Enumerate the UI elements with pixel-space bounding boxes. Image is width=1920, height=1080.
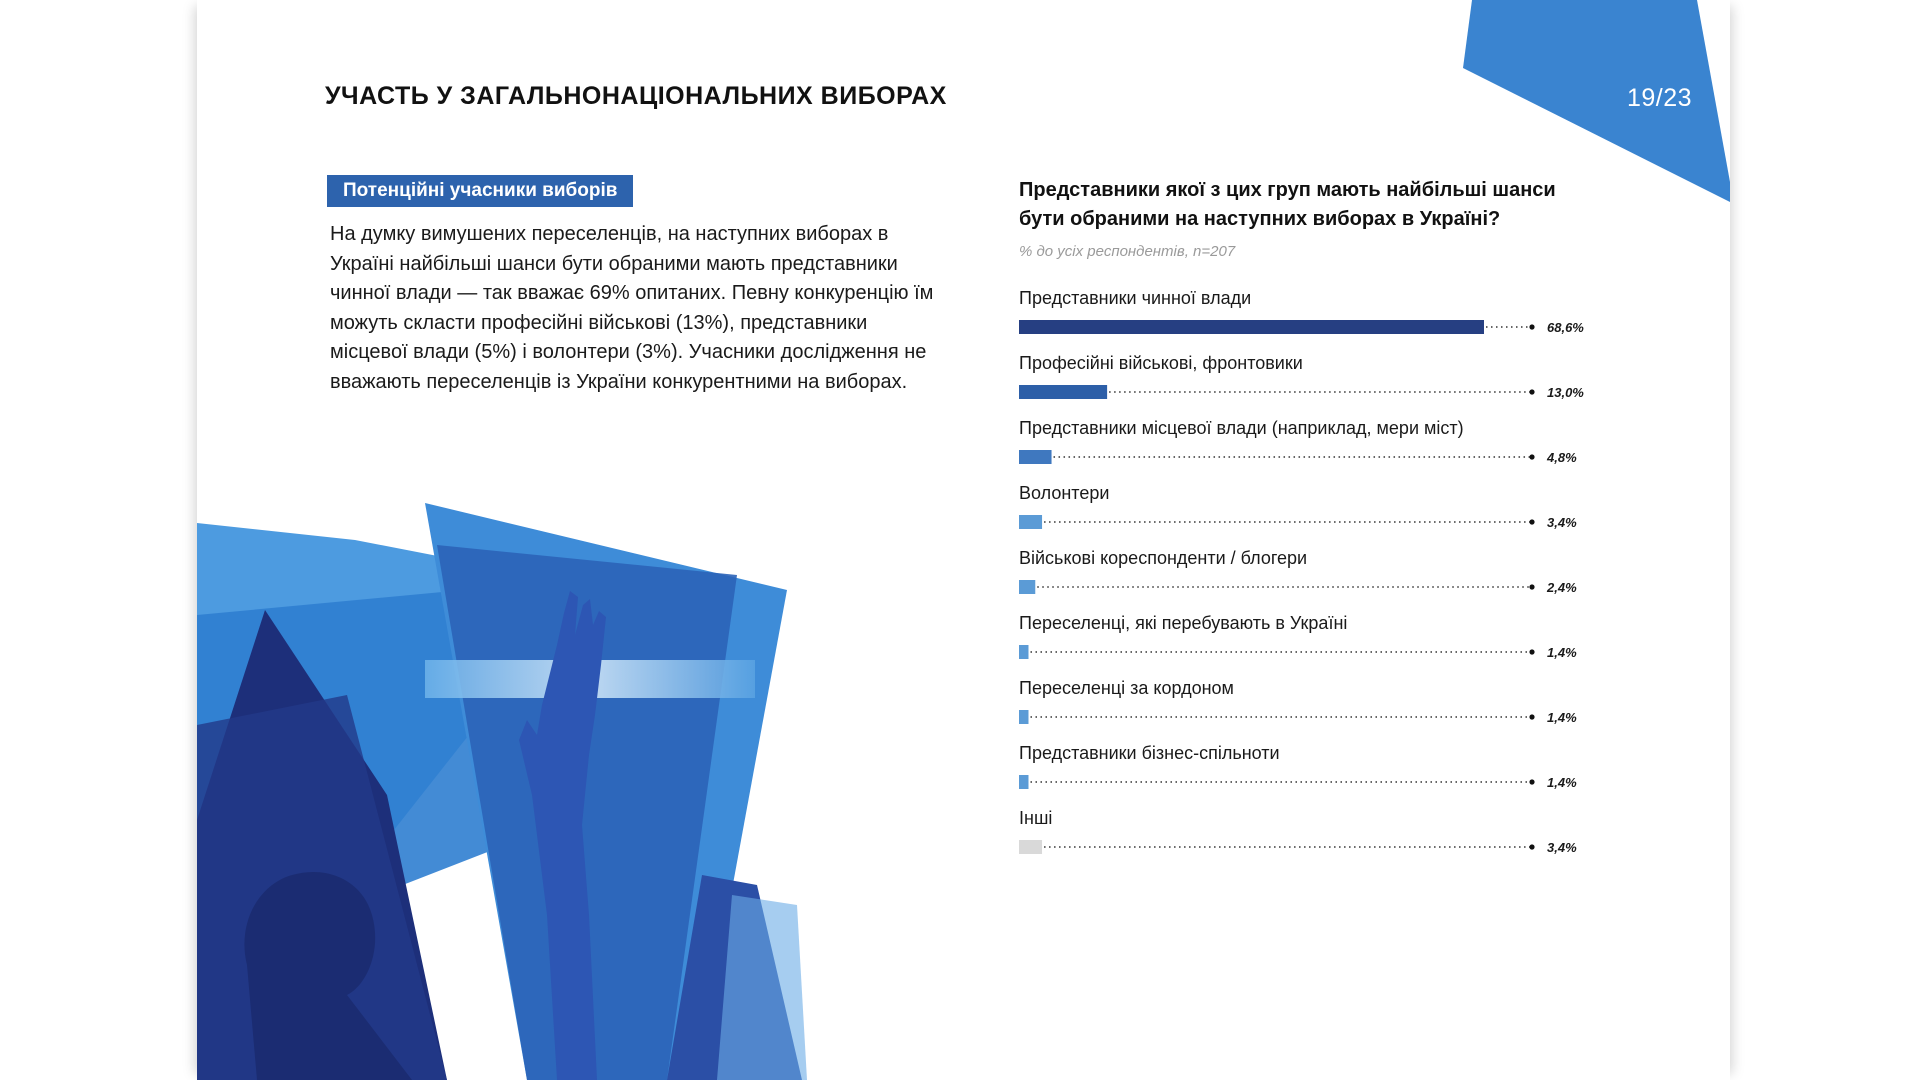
page-title: УЧАСТЬ У ЗАГАЛЬНОНАЦІОНАЛЬНИХ ВИБОРАХ xyxy=(325,82,947,110)
value-label: 1,4% xyxy=(1547,645,1577,660)
leader-end-dot xyxy=(1529,389,1534,394)
bar xyxy=(1019,320,1484,334)
category-label: Волонтери xyxy=(1019,483,1110,503)
value-label: 1,4% xyxy=(1547,775,1577,790)
category-label: Інші xyxy=(1019,808,1053,828)
category-label: Представники місцевої влади (наприклад, мери міст) xyxy=(1019,418,1464,438)
chart-header xyxy=(1019,176,1579,260)
bar xyxy=(1019,450,1052,464)
leader-end-dot xyxy=(1529,519,1534,524)
value-label: 1,4% xyxy=(1547,710,1577,725)
report-page xyxy=(197,0,1730,1080)
section-tag: Потенційні учасники виборів xyxy=(327,175,633,207)
bar xyxy=(1019,515,1042,529)
bar xyxy=(1019,580,1035,594)
body-paragraph: На думку вимушених переселенців, на наступних виборах в Україні найбільші шанси бути обраними мають представники чинної влади — так вважає 69% опитаних. Певну конкуренцію їм можуть скласти професійні військові (13%), представники місцевої влади (5%) і волонтери (3%). Учасники дослідження не вважають переселенців із України конкурентними на виборах. xyxy=(330,223,934,393)
category-label: Представники бізнес-спільноти xyxy=(1019,743,1280,763)
value-label: 3,4% xyxy=(1547,515,1577,530)
leader-end-dot xyxy=(1529,649,1534,654)
bar-chart xyxy=(1019,287,1619,867)
bar xyxy=(1019,645,1028,659)
category-label: Переселенці за кордоном xyxy=(1019,678,1234,698)
category-label: Переселенці, які перебувають в Україні xyxy=(1019,613,1348,633)
bar xyxy=(1019,385,1107,399)
leader-end-dot xyxy=(1529,844,1534,849)
value-label: 68,6% xyxy=(1547,320,1584,335)
value-label: 2,4% xyxy=(1547,580,1577,595)
leader-end-dot xyxy=(1529,714,1534,719)
panel-right-light xyxy=(717,895,807,1080)
chart-subtitle: % до усіх респондентів, n=207 xyxy=(1019,243,1236,260)
category-label: Представники чинної влади xyxy=(1019,288,1252,308)
page-number: 19/23 xyxy=(1626,84,1692,112)
leader-end-dot xyxy=(1529,584,1534,589)
leader-end-dot xyxy=(1529,454,1534,459)
value-label: 13,0% xyxy=(1547,385,1584,400)
leader-end-dot xyxy=(1529,779,1534,784)
value-label: 3,4% xyxy=(1547,840,1577,855)
category-label: Військові кореспонденти / блогери xyxy=(1019,548,1308,568)
voting-illustration xyxy=(197,495,917,1080)
bar xyxy=(1019,710,1028,724)
bar xyxy=(1019,775,1028,789)
chart-title: Представники якої з цих груп мають найбільші шанси бути обраними на наступних виборах в Україні? xyxy=(1019,179,1556,230)
value-label: 4,8% xyxy=(1547,450,1577,465)
leader-end-dot xyxy=(1529,324,1534,329)
category-label: Професійні військові, фронтовики xyxy=(1019,353,1303,373)
bar xyxy=(1019,840,1042,854)
